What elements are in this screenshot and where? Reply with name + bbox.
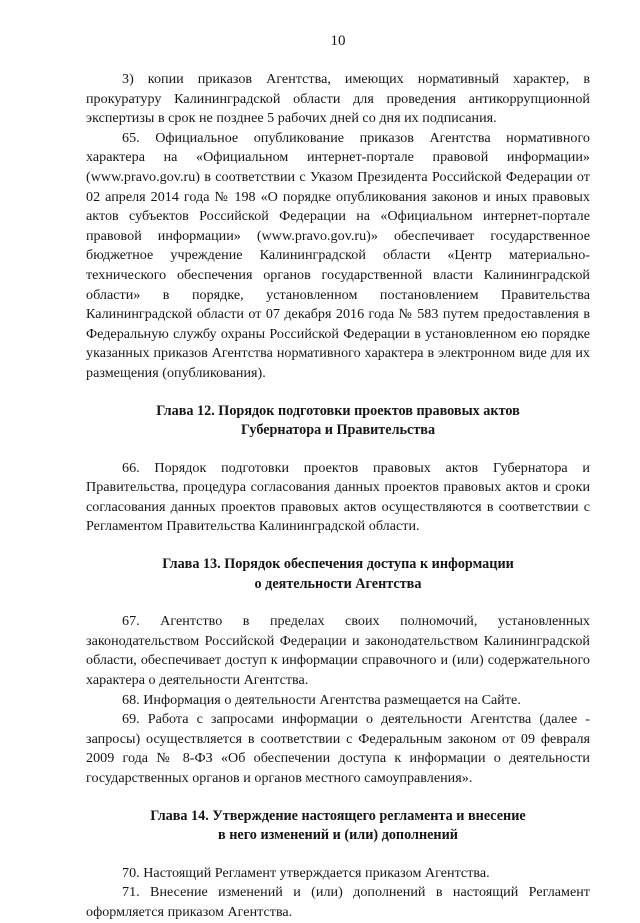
chapter-12-title-line2: Губернатора и Правительства: [240, 422, 436, 439]
chapter-14-heading: [86, 807, 590, 846]
paragraph-69: 69. Работа с запросами информации о деятельности Агентства (далее - запросы) осуществляется в соответствии с Федеральным законом от 09 февраля 2009 года № 8-ФЗ «Об обеспечении доступа к информации о деятельности государственных органов и органов местного самоуправления».: [86, 711, 590, 786]
paragraph-70: 70. Настоящий Регламент утверждается приказом Агентства.: [122, 864, 490, 881]
chapter-13-heading: [86, 555, 590, 594]
paragraph-71: 71. Внесение изменений и (или) дополнений в настоящий Регламент оформляется приказом Агентства.: [86, 884, 590, 920]
chapter-14-title-line1: Глава 14. Утверждение настоящего регламента и внесение: [150, 807, 526, 824]
paragraph-66: 66. Порядок подготовки проектов правовых актов Губернатора и Правительства, процедура согласования данных проектов правовых актов и сроки согласования данных проектов правовых актов осуществляются в соответствии с Регламентом Правительства Калининградской области.: [86, 459, 590, 535]
paragraph-65: 65. Официальное опубликование приказов Агентства нормативного характера на «Официальном интернет-портале правовой информации» (www.pravo.gov.ru) в соответствии с Указом Президента Российской Федерации от 02 апреля 2014 года № 198 «О порядке опубликования законов и иных правовых актов субъектов Российской Федерации на «Официальном интернет-портале правовой информации» (www.pravo.gov.ru)» обеспечивает государственное бюджетное учреждение Калининградской области «Центр материально-технического обеспечения органов государственной власти Калининградской области» в порядке, установленном постановлением Правительства Калининградской области от 07 декабря 2016 года № 583 путем предоставления в Федеральную службу охраны Российской Федерации в установленном ею порядке указанных приказов Агентства нормативного характера в электронном виде для их размещения (опубликования).: [86, 129, 590, 381]
document-page: [86, 32, 590, 923]
chapter-13-title-line2: о деятельности Агентства: [254, 575, 422, 592]
chapter-12-title-line1: Глава 12. Порядок подготовки проектов правовых актов: [156, 402, 520, 419]
chapter-13-title-line1: Глава 13. Порядок обеспечения доступа к информации: [162, 556, 514, 573]
paragraph-68: 68. Информация о деятельности Агентства размещается на Сайте.: [122, 691, 521, 708]
page-number: 10: [330, 33, 346, 49]
paragraph-64-3: 3) копии приказов Агентства, имеющих нормативный характер, в прокуратуру Калининградской области для проведения антикоррупционной экспертизы в срок не позднее 5 рабочих дней со дня их подписания.: [86, 71, 590, 127]
paragraph-67: 67. Агентство в пределах своих полномочий, установленных законодательством Российской Федерации и законодательством Калининградской области, обеспечивает доступ к информации справочного и (или) содержательного характера о деятельности Агентства.: [86, 613, 590, 689]
chapter-12-heading: [86, 402, 590, 441]
chapter-14-title-line2: в него изменений и (или) дополнений: [218, 827, 458, 844]
